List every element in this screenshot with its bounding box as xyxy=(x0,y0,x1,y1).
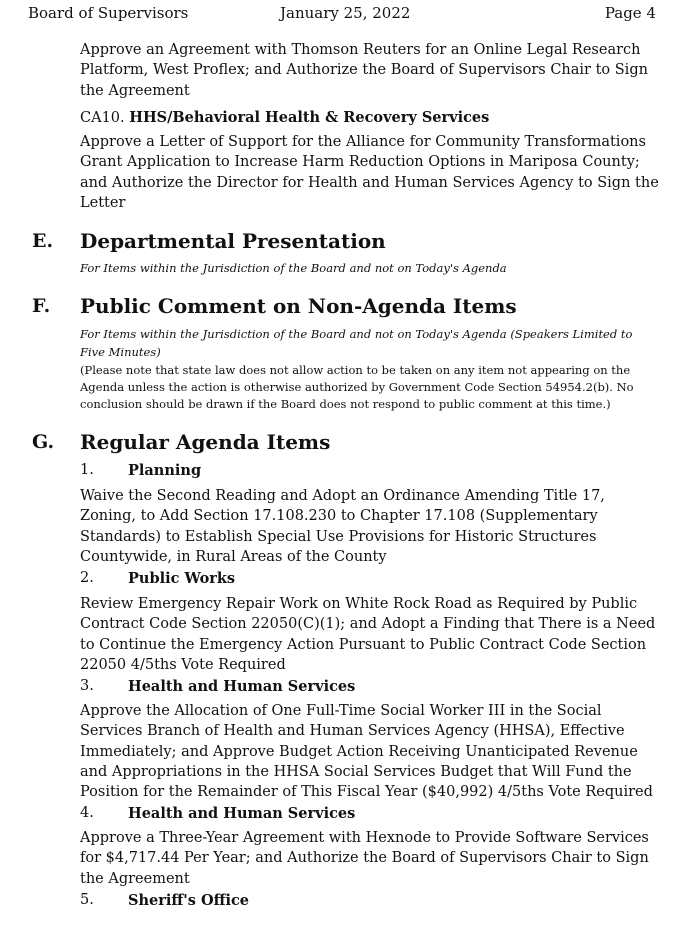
section-e-letter: E. xyxy=(32,230,54,252)
item-1-title: Planning xyxy=(128,462,202,479)
section-f-title: Public Comment on Non-Agenda Items xyxy=(80,294,517,318)
item-4-text: Approve a Three-Year Agreement with Hexnode to Provide Software Services for $4,717.44 Per Year; and Authorize the Board of Supervisors Chair to Sign the Agreement xyxy=(80,830,649,887)
header-board-name: Board of Supervisors xyxy=(28,4,189,22)
ca10-title: HHS/Behavioral Health & Recovery Services xyxy=(129,109,490,126)
item-2-title: Public Works xyxy=(128,570,236,587)
ca10-number: CA10. xyxy=(80,110,125,126)
item-3-text: Approve the Allocation of One Full-Time Social Worker III in the Social Services Branch of Health and Human Services Agency (HHSA), Effective Immediately; and Approve Budget Action Receiving Unanticipated Revenue and Appropriations in the HHSA Social Services Budget that Will Fund the Position for the Remainder of This Fiscal Year ($40,992) 4/5ths Vote Required xyxy=(80,703,653,801)
section-f-disclaimer: (Please note that state law does not allow action to be taken on any item not appearing on the Agenda unless the action is otherwise authorized by Government Code Section 54954.2(b). No conclusion should be drawn if the Board does not respond to public comment at this time.) xyxy=(80,363,634,411)
section-e-note: For Items within the Jurisdiction of the Board and not on Today's Agenda xyxy=(80,261,507,275)
section-g-letter: G. xyxy=(32,431,55,453)
item-3-title: Health and Human Services xyxy=(128,678,356,695)
page-header xyxy=(0,4,680,24)
header-page-number: Page 4 xyxy=(604,4,656,22)
ca10-text: Approve a Letter of Support for the Alliance for Community Transformations Grant Application to Increase Harm Reduction Options in Mariposa County; and Authorize the Director for Health and Human Services Agency to Sign the Letter xyxy=(80,134,659,211)
section-g-title: Regular Agenda Items xyxy=(80,430,331,454)
section-e-title: Departmental Presentation xyxy=(80,229,386,253)
section-f-letter: F. xyxy=(32,295,51,317)
item-1-number: 1. xyxy=(80,462,94,478)
item-4-title: Health and Human Services xyxy=(128,805,356,822)
item-3-number: 3. xyxy=(80,678,94,694)
item-2-number: 2. xyxy=(80,570,94,586)
header-date: January 25, 2022 xyxy=(280,4,411,22)
item-5-number: 5. xyxy=(80,892,94,908)
ca9-text: Approve an Agreement with Thomson Reuters for an Online Legal Research Platform, West Proflex; and Authorize the Board of Supervisors Chair to Sign the Agreement xyxy=(80,42,648,99)
item-4-number: 4. xyxy=(80,805,94,821)
section-f-note: For Items within the Jurisdiction of the Board and not on Today's Agenda (Speakers Limited to Five Minutes) xyxy=(80,327,633,359)
item-1-text: Waive the Second Reading and Adopt an Ordinance Amending Title 17, Zoning, to Add Section 17.108.230 to Chapter 17.108 (Supplementary Standards) to Establish Special Use Provisions for Historic Structures Countywide, in Rural Areas of the County xyxy=(80,488,605,565)
ca10-heading xyxy=(80,108,660,128)
item-5-title: Sheriff's Office xyxy=(128,892,250,909)
item-2-text: Review Emergency Repair Work on White Rock Road as Required by Public Contract Code Section 22050(C)(1); and Adopt a Finding that There is a Need to Continue the Emergency Action Pursuant to Public Contract Code Section 22050 4/5ths Vote Required xyxy=(80,596,656,673)
